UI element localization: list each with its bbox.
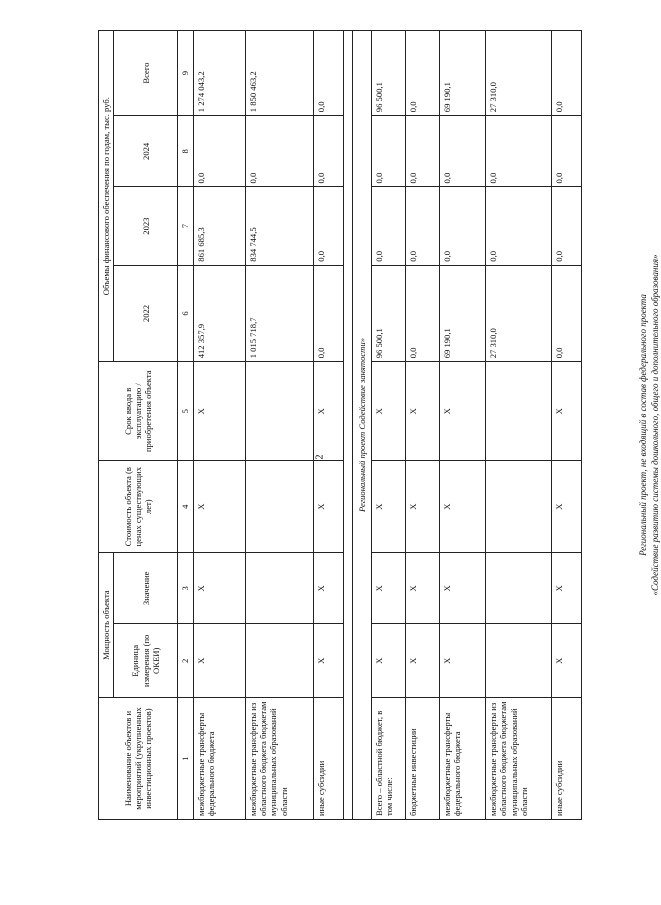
cell-term xyxy=(245,362,313,461)
cell-unit: X xyxy=(439,624,485,698)
cell-cost xyxy=(245,461,313,553)
cell-y2024: 0,0 xyxy=(245,116,313,187)
col-number: 9 xyxy=(178,31,193,116)
cell-y2022: 0,0 xyxy=(551,265,581,362)
cell-total: 1 850 463,2 xyxy=(245,31,313,116)
cell-cost: X xyxy=(313,461,343,553)
cell-name: межбюджетные трансферты из областного бюджета бюджетам муниципальных образований области xyxy=(485,698,551,820)
cell-unit: X xyxy=(371,624,405,698)
section-gap xyxy=(343,31,352,820)
cell-y2023: 0,0 xyxy=(439,187,485,265)
cell-cost: X xyxy=(405,461,439,553)
cell-unit: X xyxy=(405,624,439,698)
col-number: 5 xyxy=(178,362,193,461)
table-row xyxy=(439,31,485,820)
cell-y2024: 0,0 xyxy=(551,116,581,187)
cell-cost: X xyxy=(551,461,581,553)
cell-value: X xyxy=(405,553,439,624)
cell-y2024: 0,0 xyxy=(485,116,551,187)
cell-y2022: 0,0 xyxy=(405,265,439,362)
cell-y2024: 0,0 xyxy=(193,116,245,187)
cell-value xyxy=(485,553,551,624)
header-capacity: Мощность объекта xyxy=(99,553,114,698)
rotated-page xyxy=(98,30,660,820)
cell-term: X xyxy=(551,362,581,461)
cell-y2022: 0,0 xyxy=(313,265,343,362)
cell-y2023: 0,0 xyxy=(551,187,581,265)
cell-name: межбюджетные трансферты из областного бюджета бюджетам муниципальных образований области xyxy=(245,698,313,820)
table-row xyxy=(551,31,581,820)
col-number: 7 xyxy=(178,187,193,265)
cell-total: 0,0 xyxy=(313,31,343,116)
cell-y2022: 27 310,0 xyxy=(485,265,551,362)
header-year-2023: 2023 xyxy=(114,187,178,265)
cell-total: 0,0 xyxy=(551,31,581,116)
cell-term xyxy=(485,362,551,461)
cell-y2024: 0,0 xyxy=(439,116,485,187)
cell-unit xyxy=(245,624,313,698)
cell-y2023: 0,0 xyxy=(371,187,405,265)
cell-value: X xyxy=(551,553,581,624)
header-total: Всего xyxy=(114,31,178,116)
cell-y2024: 0,0 xyxy=(313,116,343,187)
cell-value: X xyxy=(193,553,245,624)
header-year-2022: 2022 xyxy=(114,265,178,362)
cell-name: иные субсидии xyxy=(313,698,343,820)
cell-y2024: 0,0 xyxy=(371,116,405,187)
cell-name: межбюджетные трансферты федерального бюджета xyxy=(439,698,485,820)
cell-y2022: 412 357,9 xyxy=(193,265,245,362)
header-value: Значение xyxy=(114,553,178,624)
cell-term: X xyxy=(371,362,405,461)
cell-y2022: 1 015 718,7 xyxy=(245,265,313,362)
page-number: 2 xyxy=(314,454,326,460)
table-row xyxy=(313,31,343,820)
footer-line-2: «Содействие развитию системы дошкольного, общего и дополнительного образования» xyxy=(649,254,660,596)
col-number: 1 xyxy=(178,698,193,820)
header-name: Наименование объектов и мероприятий (укрупненных инвестиционных проектов) xyxy=(99,698,178,820)
header-funding: Объемы финансового обеспечения по годам, тыс. руб. xyxy=(99,31,114,362)
table-row xyxy=(371,31,405,820)
cell-y2023: 834 744,5 xyxy=(245,187,313,265)
cell-name: межбюджетные трансферты федерального бюджета xyxy=(193,698,245,820)
footer-note xyxy=(638,30,661,820)
cell-term: X xyxy=(313,362,343,461)
cell-value: X xyxy=(313,553,343,624)
cell-term: X xyxy=(193,362,245,461)
cell-name: Всего – областной бюджет, в том числе: xyxy=(371,698,405,820)
cell-y2023: 0,0 xyxy=(405,187,439,265)
cell-y2023: 0,0 xyxy=(485,187,551,265)
cell-cost: X xyxy=(439,461,485,553)
cell-y2023: 0,0 xyxy=(313,187,343,265)
cell-cost: X xyxy=(371,461,405,553)
cell-total: 0,0 xyxy=(405,31,439,116)
cell-y2022: 69 190,1 xyxy=(439,265,485,362)
cell-unit: X xyxy=(193,624,245,698)
cell-value: X xyxy=(371,553,405,624)
cell-name: бюджетные инвестиции xyxy=(405,698,439,820)
header-unit: Единица измерения (по ОКЕИ) xyxy=(114,624,178,698)
cell-term: X xyxy=(439,362,485,461)
funding-table xyxy=(98,30,582,820)
cell-value xyxy=(245,553,313,624)
cell-unit xyxy=(485,624,551,698)
cell-y2024: 0,0 xyxy=(405,116,439,187)
cell-term: X xyxy=(405,362,439,461)
table-row xyxy=(193,31,245,820)
cell-total: 1 274 043,2 xyxy=(193,31,245,116)
cell-unit: X xyxy=(551,624,581,698)
header-cost: Стоимость объекта (в ценах существующих лет) xyxy=(99,461,178,553)
header-term: Срок ввода в эксплуатацию / приобретения объекта xyxy=(99,362,178,461)
cell-value: X xyxy=(439,553,485,624)
cell-unit: X xyxy=(313,624,343,698)
col-number: 4 xyxy=(178,461,193,553)
col-number: 6 xyxy=(178,265,193,362)
cell-total: 69 190,1 xyxy=(439,31,485,116)
table-row xyxy=(485,31,551,820)
col-number: 2 xyxy=(178,624,193,698)
table-row xyxy=(245,31,313,820)
cell-y2023: 861 685,3 xyxy=(193,187,245,265)
cell-total: 96 500,1 xyxy=(371,31,405,116)
col-number: 3 xyxy=(178,553,193,624)
header-year-2024: 2024 xyxy=(114,116,178,187)
footer-line-1: Региональный проект, не входящий в состав федерального проекта xyxy=(638,294,648,556)
cell-name: иные субсидии xyxy=(551,698,581,820)
cell-cost xyxy=(485,461,551,553)
section-title: Региональный проект Содействие занятости» xyxy=(352,31,371,820)
col-number: 8 xyxy=(178,116,193,187)
cell-total: 27 310,0 xyxy=(485,31,551,116)
cell-cost: X xyxy=(193,461,245,553)
cell-y2022: 96 500,1 xyxy=(371,265,405,362)
table-row xyxy=(405,31,439,820)
